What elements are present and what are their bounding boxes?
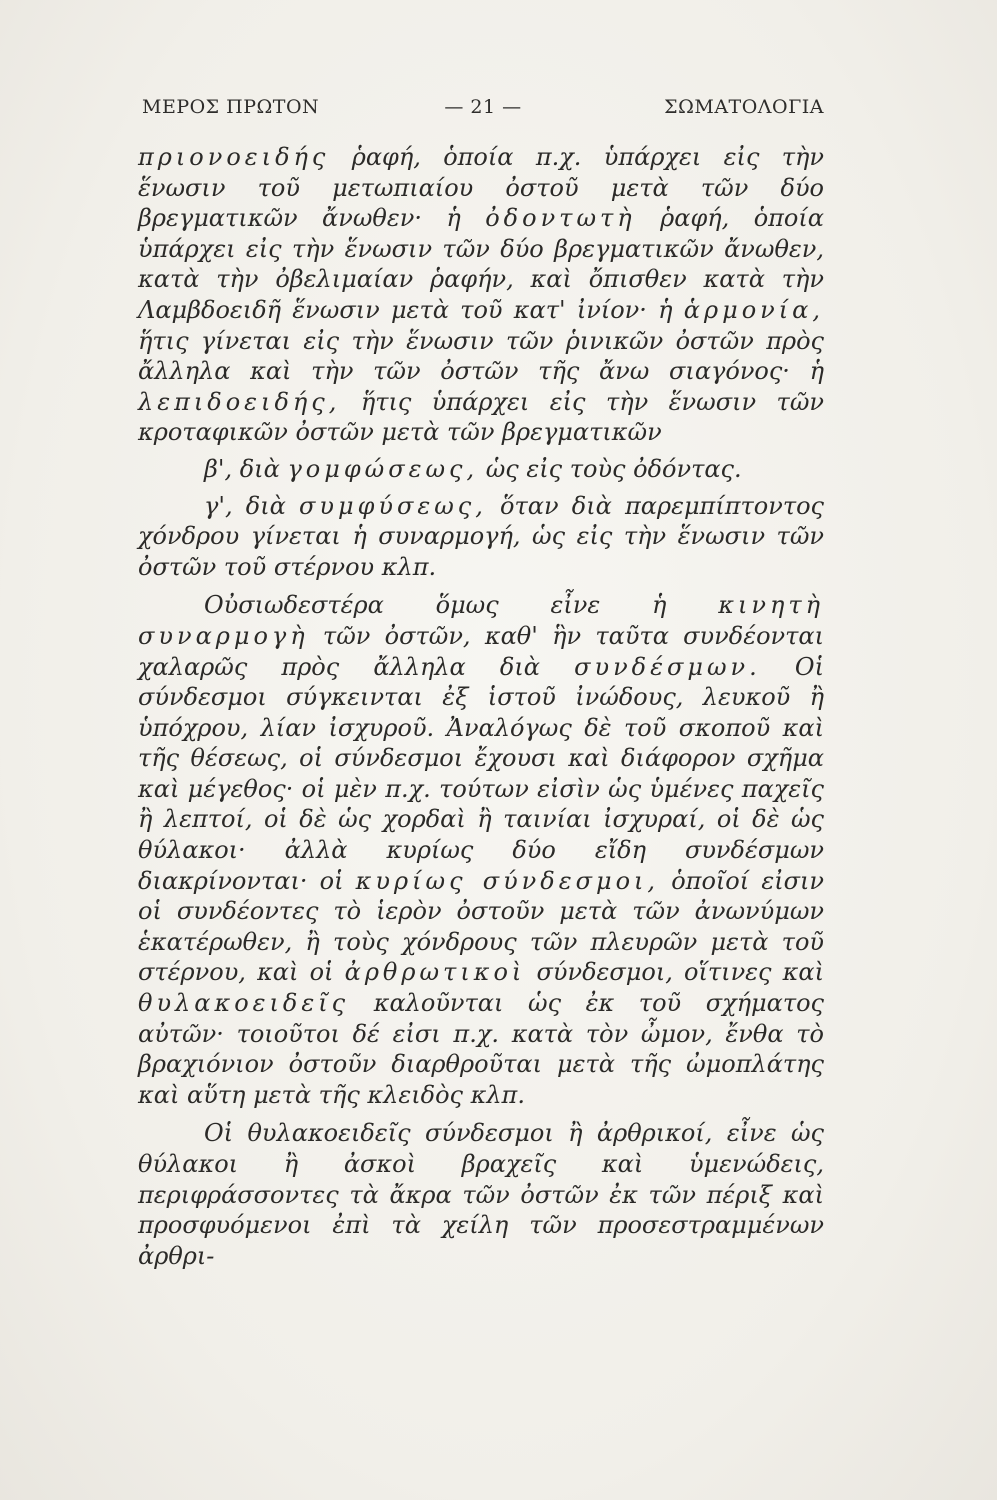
- emphasized-term: κυρίως σύνδεσμοι,: [355, 866, 660, 895]
- text-run: Οἱ σύνδεσμοι σύγκεινται ἐξ ἱστοῦ ἰνώδους, λευκοῦ ἢ ὑπόχρου, λίαν ἰσχυροῦ. Ἀναλόγως δὲ τοῦ σκοποῦ καὶ τῆς θέσεως, οἱ σύνδεσμοι ἔχουσι καὶ διάφορον σχῆμα καὶ μέγεθος· οἱ μὲν π.χ. τούτων εἰσὶν ὡς ὑμένες παχεῖς ἢ λεπτοί, οἱ δὲ ὡς χορδαὶ ἢ ταινίαι ἰσχυραί, οἱ δὲ ὡς θύλακοι· ἀλλὰ κυρίως δύο εἴδη συνδέσμων διακρίνονται· οἱ: [138, 652, 825, 895]
- text-run: ἥτις γίνεται εἰς τὴν ἕνωσιν τῶν ῥινικῶν ὀστῶν πρὸς ἄλληλα καὶ τὴν τῶν ὀστῶν τῆς ἄνω σιαγόνος· ἡ: [138, 326, 824, 386]
- text-run: Οἱ θυλακοειδεῖς σύνδεσμοι ἢ ἀρθρικοί, εἶνε ὡς θύλακοι ἢ ἀσκοὶ βραχεῖς καὶ ὑμενώδεις, περιφράσσοντες τὰ ἄκρα τῶν ὀστῶν ἐκ τῶν πέριξ καὶ προσφυόμενοι ἐπὶ τὰ χείλη τῶν προσεστραμμένων ἀρθρι-: [138, 1119, 824, 1270]
- paragraph: [138, 454, 824, 485]
- text-run: ὅταν διὰ παρεμπίπτοντος χόνδρου γίνεται ἡ συναρμογή, ὡς εἰς τὴν ἕνωσιν τῶν ὀστῶν τοῦ στέρνου κλπ.: [138, 491, 824, 581]
- paragraph: [138, 590, 824, 1110]
- text-run: ὁποῖοί εἰσιν οἱ συνδέοντες τὸ ἱερὸν ὀστοῦν μετὰ τῶν ἀνωνύμων ἑκατέρωθεν, ἢ τοὺς χόνδρους τῶν πλευρῶν μετὰ τοῦ στέρνου, καὶ οἱ: [138, 866, 825, 987]
- text-run: ῥαφή, ὁποία ὑπάρχει εἰς τὴν ἕνωσιν τῶν δύο βρεγματικῶν ἄνωθεν, κατὰ τὴν ὀβελιμαίαν ῥαφήν, καὶ ὄπισθεν κατὰ τὴν Λαμβδοειδῆ ἕνωσιν μετὰ τοῦ κατ' ἰνίον· ἡ: [138, 204, 824, 324]
- emphasized-term: κινητὴ συναρμογὴ: [138, 591, 824, 650]
- body-text: [138, 142, 824, 1271]
- text-run: ἥτις ὑπάρχει εἰς τὴν ἕνωσιν τῶν κροταφικῶν ὀστῶν μετὰ τῶν βρεγματικῶν: [138, 387, 824, 447]
- paragraph: [138, 491, 824, 583]
- emphasized-term: συνδέσμων.: [574, 652, 761, 681]
- emphasized-term: γομφώσεως,: [287, 454, 479, 483]
- header-section-title: ΣΩΜΑΤΟΛΟΓΙΑ: [664, 96, 824, 118]
- page-number: — 21 —: [444, 96, 522, 118]
- emphasized-term: λεπιδοειδής,: [138, 387, 341, 416]
- text-run: γ', διὰ: [204, 491, 299, 520]
- emphasized-term: συμφύσεως,: [299, 491, 487, 520]
- text-run: ὡς εἰς τοὺς ὀδόντας.: [478, 454, 742, 483]
- emphasized-term: ὀδοντωτὴ: [485, 204, 636, 233]
- emphasized-term: θυλακοειδεῖς: [138, 989, 350, 1018]
- paragraph: [138, 142, 824, 448]
- paragraph: [138, 1118, 824, 1271]
- text-run: ῥαφή, ὁποία π.χ. ὑπάρχει εἰς τὴν ἕνωσιν τοῦ μετωπιαίου ὀστοῦ μετὰ τῶν δύο βρεγματικῶν ἄνωθεν· ἡ: [138, 143, 824, 233]
- text-run: σύνδεσμοι, οἵτινες καὶ: [525, 958, 824, 987]
- emphasized-term: πριονοειδής: [138, 143, 330, 171]
- emphasized-term: ἁρμονία,: [683, 295, 824, 324]
- text-run: Οὐσιωδεστέρα ὅμως εἶνε ἡ: [204, 591, 719, 620]
- text-run: τῶν ὀστῶν, καθ' ἣν ταῦτα συνδέονται χαλαρῶς πρὸς ἄλληλα διὰ: [138, 621, 824, 681]
- header-part-title: ΜΕΡΟΣ ΠΡΩΤΟΝ: [142, 96, 320, 118]
- emphasized-term: ἀρθρωτικοὶ: [344, 958, 526, 987]
- text-run: καλοῦνται ὡς ἐκ τοῦ σχήματος αὐτῶν· τοιοῦτοι δέ εἰσι π.χ. κατὰ τὸν ὦμον, ἔνθα τὸ βραχιόνιον ὀστοῦν διαρθροῦται μετὰ τῆς ὠμοπλάτης καὶ αὕτη μετὰ τῆς κλειδὸς κλπ.: [138, 989, 824, 1109]
- text-run: β', διὰ: [204, 454, 288, 483]
- running-header: [142, 96, 824, 124]
